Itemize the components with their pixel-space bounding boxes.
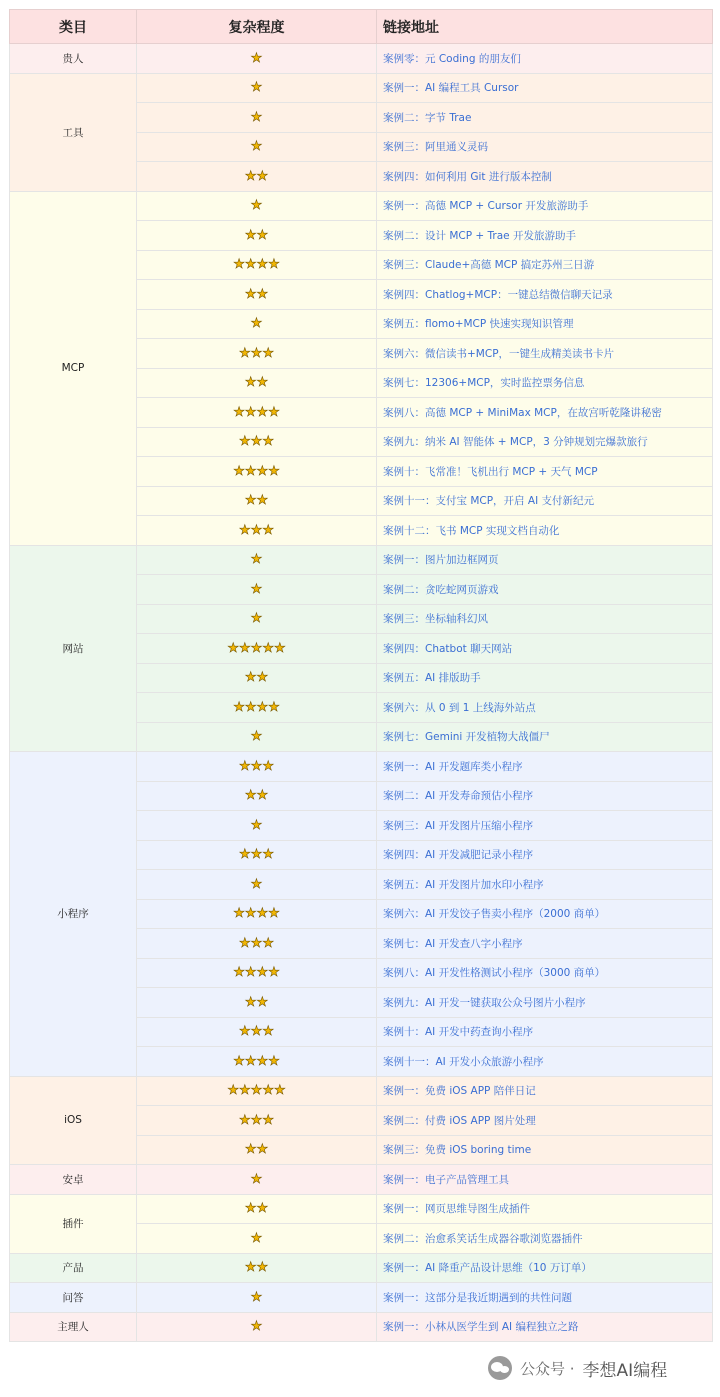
star-icon: ★: [233, 965, 245, 981]
case-link[interactable]: 案例七：Gemini 开发植物大战僵尸: [377, 722, 713, 752]
star-icon: ★: [239, 434, 251, 450]
star-icon: ★: [250, 109, 263, 125]
case-link[interactable]: 案例九：AI 开发一键获取公众号图片小程序: [377, 988, 713, 1018]
star-icon: ★: [256, 994, 269, 1010]
complexity-stars: [137, 191, 377, 221]
case-link[interactable]: 案例十一：支付宝 MCP，开启 AI 支付新纪元: [377, 486, 713, 516]
star-icon: ★: [250, 345, 263, 361]
complexity-stars: [137, 575, 377, 605]
star-icon: ★: [250, 1171, 263, 1187]
case-link[interactable]: 案例十：AI 开发中药查询小程序: [377, 1017, 713, 1047]
header-link: 链接地址: [377, 10, 713, 44]
complexity-stars: [137, 693, 377, 723]
star-icon: ★: [256, 699, 269, 715]
star-icon: ★: [250, 1289, 263, 1305]
star-icon: ★: [256, 788, 269, 804]
case-link[interactable]: 案例三：免费 iOS boring time: [377, 1135, 713, 1165]
star-icon: ★: [256, 670, 269, 686]
star-icon: ★: [268, 699, 280, 715]
case-link[interactable]: 案例八：AI 开发性格测试小程序（3000 商单）: [377, 958, 713, 988]
star-icon: ★: [244, 994, 257, 1010]
category-cell: 安卓: [10, 1165, 137, 1195]
star-icon: ★: [262, 847, 274, 863]
star-icon: ★: [262, 640, 274, 656]
star-icon: ★: [227, 1083, 240, 1099]
complexity-stars: [137, 1076, 377, 1106]
complexity-stars: [137, 545, 377, 575]
star-icon: ★: [239, 1024, 251, 1040]
complexity-stars: [137, 1224, 377, 1254]
complexity-stars: [137, 280, 377, 310]
star-icon: ★: [244, 227, 257, 243]
star-icon: ★: [262, 758, 274, 774]
star-icon: ★: [250, 80, 263, 96]
star-icon: ★: [262, 1083, 274, 1099]
star-icon: ★: [262, 345, 274, 361]
complexity-stars: [137, 309, 377, 339]
star-icon: ★: [244, 1053, 257, 1069]
star-icon: ★: [250, 758, 263, 774]
complexity-stars: [137, 752, 377, 782]
case-link[interactable]: 案例二：付费 iOS APP 图片处理: [377, 1106, 713, 1136]
star-icon: ★: [256, 1260, 269, 1276]
category-cell: 小程序: [10, 752, 137, 1077]
star-icon: ★: [250, 729, 263, 745]
star-icon: ★: [250, 817, 263, 833]
category-cell: MCP: [10, 191, 137, 545]
case-link[interactable]: 案例一：免费 iOS APP 陪伴日记: [377, 1076, 713, 1106]
star-icon: ★: [256, 227, 269, 243]
star-icon: ★: [262, 522, 274, 538]
case-link[interactable]: 案例二：设计 MCP + Trae 开发旅游助手: [377, 221, 713, 251]
star-icon: ★: [250, 434, 263, 450]
star-icon: ★: [239, 1083, 251, 1099]
star-icon: ★: [268, 463, 280, 479]
star-icon: ★: [268, 906, 280, 922]
case-link[interactable]: 案例五：AI 排版助手: [377, 663, 713, 693]
star-icon: ★: [256, 1053, 269, 1069]
header-complexity: 复杂程度: [137, 10, 377, 44]
star-icon: ★: [256, 1142, 269, 1158]
header-category: 类目: [10, 10, 137, 44]
complexity-stars: [137, 427, 377, 457]
complexity-stars: [137, 604, 377, 634]
complexity-stars: [137, 516, 377, 546]
star-icon: ★: [244, 257, 257, 273]
star-icon: ★: [250, 1230, 263, 1246]
complexity-stars: [137, 1253, 377, 1283]
star-icon: ★: [250, 1024, 263, 1040]
star-icon: ★: [244, 463, 257, 479]
star-icon: ★: [250, 640, 263, 656]
case-link[interactable]: 案例八：高德 MCP + MiniMax MCP，在故宫听乾隆讲秘密: [377, 398, 713, 428]
complexity-stars: [137, 44, 377, 74]
star-icon: ★: [256, 286, 269, 302]
star-icon: ★: [244, 286, 257, 302]
star-icon: ★: [262, 935, 274, 951]
star-icon: ★: [256, 463, 269, 479]
star-icon: ★: [239, 522, 251, 538]
case-link[interactable]: 案例一：电子产品管理工具: [377, 1165, 713, 1195]
case-link[interactable]: 案例二：贪吃蛇网页游戏: [377, 575, 713, 605]
star-icon: ★: [250, 1319, 263, 1335]
table-body: [10, 44, 713, 1342]
complexity-stars: [137, 1194, 377, 1224]
star-icon: ★: [250, 1083, 263, 1099]
table-row: [10, 1283, 713, 1313]
complexity-stars: [137, 1165, 377, 1195]
complexity-stars: [137, 162, 377, 192]
complexity-stars: [137, 722, 377, 752]
star-icon: ★: [250, 198, 263, 214]
table-header-row: [10, 10, 713, 44]
case-link[interactable]: 案例六：AI 开发饺子售卖小程序（2000 商单）: [377, 899, 713, 929]
table-row: [10, 191, 713, 221]
complexity-stars: [137, 870, 377, 900]
category-cell: 插件: [10, 1194, 137, 1253]
complexity-stars: [137, 1283, 377, 1313]
table-row: [10, 1194, 713, 1224]
complexity-stars: [137, 840, 377, 870]
table-row: [10, 1253, 713, 1283]
star-icon: ★: [256, 168, 269, 184]
star-icon: ★: [256, 965, 269, 981]
case-link[interactable]: 案例二：AI 开发寿命预估小程序: [377, 781, 713, 811]
star-icon: ★: [233, 1053, 245, 1069]
table-row: [10, 752, 713, 782]
case-link[interactable]: 案例十一：AI 开发小众旅游小程序: [377, 1047, 713, 1077]
star-icon: ★: [239, 1112, 251, 1128]
star-icon: ★: [239, 847, 251, 863]
star-icon: ★: [233, 906, 245, 922]
table-row: [10, 1165, 713, 1195]
star-icon: ★: [268, 404, 280, 420]
complexity-stars: [137, 781, 377, 811]
star-icon: ★: [256, 1201, 269, 1217]
case-link[interactable]: 案例三：坐标轴科幻风: [377, 604, 713, 634]
case-link[interactable]: 案例九：纳米 AI 智能体 + MCP，3 分钟规划完爆款旅行: [377, 427, 713, 457]
case-link[interactable]: 案例六：从 0 到 1 上线海外站点: [377, 693, 713, 723]
star-icon: ★: [244, 375, 257, 391]
case-link[interactable]: 案例三：阿里通义灵码: [377, 132, 713, 162]
case-link[interactable]: 案例一：AI 编程工具 Cursor: [377, 73, 713, 103]
case-link[interactable]: 案例二：治愈系笑话生成器谷歌浏览器插件: [377, 1224, 713, 1254]
table-row: [10, 1312, 713, 1342]
case-link[interactable]: 案例七：12306+MCP，实时监控票务信息: [377, 368, 713, 398]
complexity-stars: [137, 663, 377, 693]
star-icon: ★: [244, 1260, 257, 1276]
star-icon: ★: [256, 404, 269, 420]
case-link[interactable]: 案例一：网页思维导图生成插件: [377, 1194, 713, 1224]
case-link[interactable]: 案例零：元 Coding 的朋友们: [377, 44, 713, 74]
star-icon: ★: [250, 316, 263, 332]
star-icon: ★: [262, 1024, 274, 1040]
star-icon: ★: [250, 935, 263, 951]
star-icon: ★: [273, 1083, 286, 1099]
star-icon: ★: [250, 876, 263, 892]
star-icon: ★: [244, 965, 257, 981]
star-icon: ★: [273, 640, 286, 656]
case-link[interactable]: 案例一：AI 降重产品设计思维（10 万订单）: [377, 1253, 713, 1283]
star-icon: ★: [244, 1201, 257, 1217]
star-icon: ★: [250, 581, 263, 597]
star-icon: ★: [227, 640, 240, 656]
complexity-stars: [137, 221, 377, 251]
complexity-stars: [137, 132, 377, 162]
star-icon: ★: [244, 699, 257, 715]
star-icon: ★: [250, 552, 263, 568]
star-icon: ★: [268, 257, 280, 273]
case-link[interactable]: 案例一：高德 MCP + Cursor 开发旅游助手: [377, 191, 713, 221]
star-icon: ★: [256, 375, 269, 391]
case-link[interactable]: 案例六：微信读书+MCP，一键生成精美读书卡片: [377, 339, 713, 369]
star-icon: ★: [239, 935, 251, 951]
complexity-stars: [137, 1017, 377, 1047]
category-cell: 产品: [10, 1253, 137, 1283]
star-icon: ★: [250, 1112, 263, 1128]
case-link[interactable]: 案例五：AI 开发图片加水印小程序: [377, 870, 713, 900]
complexity-stars: [137, 486, 377, 516]
complexity-stars: [137, 457, 377, 487]
category-cell: iOS: [10, 1076, 137, 1165]
complexity-stars: [137, 634, 377, 664]
case-link[interactable]: 案例四：如何利用 Git 进行版本控制: [377, 162, 713, 192]
star-icon: ★: [256, 257, 269, 273]
star-icon: ★: [239, 758, 251, 774]
star-icon: ★: [239, 640, 251, 656]
case-link[interactable]: 案例一：小林从医学生到 AI 编程独立之路: [377, 1312, 713, 1342]
star-icon: ★: [244, 670, 257, 686]
star-icon: ★: [262, 1112, 274, 1128]
cases-table: [9, 9, 713, 1342]
star-icon: ★: [244, 788, 257, 804]
case-link[interactable]: 案例四：Chatbot 聊天网站: [377, 634, 713, 664]
star-icon: ★: [250, 847, 263, 863]
case-link[interactable]: 案例十：飞常准！飞机出行 MCP + 天气 MCP: [377, 457, 713, 487]
complexity-stars: [137, 339, 377, 369]
wechat-icon: [488, 1356, 512, 1380]
star-icon: ★: [239, 345, 251, 361]
complexity-stars: [137, 1047, 377, 1077]
star-icon: ★: [244, 404, 257, 420]
category-cell: 工具: [10, 73, 137, 191]
star-icon: ★: [250, 522, 263, 538]
star-icon: ★: [244, 1142, 257, 1158]
star-icon: ★: [256, 906, 269, 922]
category-cell: 问答: [10, 1283, 137, 1313]
case-link[interactable]: 案例一：AI 开发题库类小程序: [377, 752, 713, 782]
case-link[interactable]: 案例四：AI 开发减肥记录小程序: [377, 840, 713, 870]
star-icon: ★: [244, 493, 257, 509]
complexity-stars: [137, 899, 377, 929]
case-link[interactable]: 案例二：字节 Trae: [377, 103, 713, 133]
star-icon: ★: [256, 493, 269, 509]
complexity-stars: [137, 958, 377, 988]
complexity-stars: [137, 1106, 377, 1136]
category-cell: 主理人: [10, 1312, 137, 1342]
complexity-stars: [137, 368, 377, 398]
star-icon: ★: [268, 965, 280, 981]
complexity-stars: [137, 929, 377, 959]
complexity-stars: [137, 398, 377, 428]
complexity-stars: [137, 1135, 377, 1165]
table-row: [10, 545, 713, 575]
star-icon: ★: [233, 463, 245, 479]
watermark: [488, 1350, 714, 1386]
case-link[interactable]: 案例七：AI 开发查八字小程序: [377, 929, 713, 959]
case-link[interactable]: 案例一：图片加边框网页: [377, 545, 713, 575]
watermark-account: 李想AI编程: [582, 1360, 668, 1381]
table-row: [10, 1076, 713, 1106]
case-link[interactable]: 案例三：Claude+高德 MCP 搞定苏州三日游: [377, 250, 713, 280]
table-row: [10, 73, 713, 103]
case-link[interactable]: 案例五：flomo+MCP 快速实现知识管理: [377, 309, 713, 339]
table-row: [10, 44, 713, 74]
complexity-stars: [137, 73, 377, 103]
complexity-stars: [137, 250, 377, 280]
watermark-platform: 公众号 ·: [520, 1359, 575, 1378]
star-icon: ★: [244, 168, 257, 184]
star-icon: ★: [268, 1053, 280, 1069]
star-icon: ★: [250, 611, 263, 627]
star-icon: ★: [233, 404, 245, 420]
case-link[interactable]: 案例一：这部分是我近期遇到的共性问题: [377, 1283, 713, 1313]
star-icon: ★: [250, 50, 263, 66]
case-link[interactable]: 案例十二：飞书 MCP 实现文档自动化: [377, 516, 713, 546]
star-icon: ★: [250, 139, 263, 155]
complexity-stars: [137, 1312, 377, 1342]
star-icon: ★: [244, 906, 257, 922]
star-icon: ★: [233, 699, 245, 715]
star-icon: ★: [262, 434, 274, 450]
star-icon: ★: [233, 257, 245, 273]
case-link[interactable]: 案例四：Chatlog+MCP：一键总结微信聊天记录: [377, 280, 713, 310]
category-cell: 网站: [10, 545, 137, 752]
complexity-stars: [137, 103, 377, 133]
complexity-stars: [137, 811, 377, 841]
case-link[interactable]: 案例三：AI 开发图片压缩小程序: [377, 811, 713, 841]
category-cell: 贵人: [10, 44, 137, 74]
complexity-stars: [137, 988, 377, 1018]
